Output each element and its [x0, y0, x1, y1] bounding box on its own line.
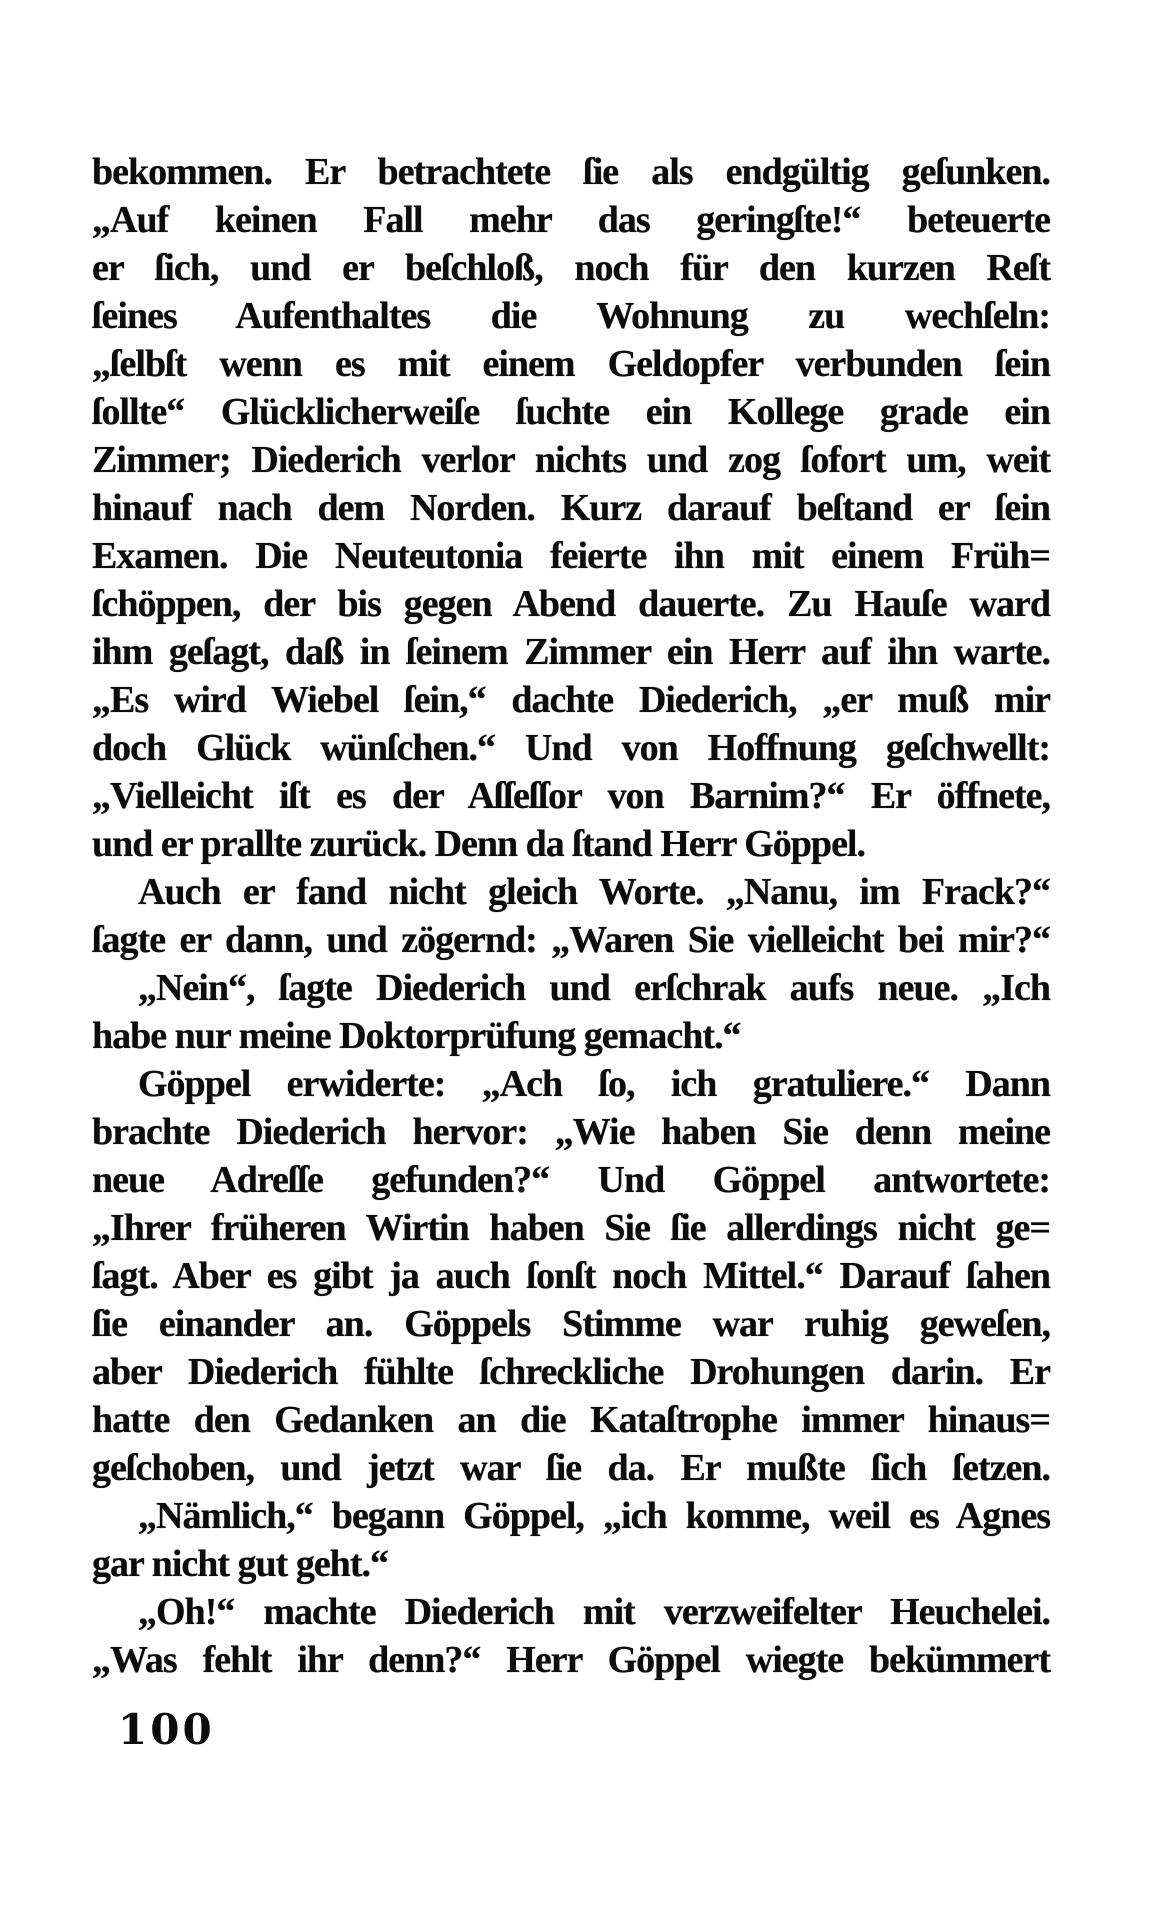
text-line: ſagte er dann, und zögernd: „Waren Sie vielleicht bei mir?“	[92, 919, 1050, 961]
text-line: Examen. Die Neuteutonia feierte ihn mit einem Früh=	[92, 535, 1050, 577]
text-line: ſollte“ Glücklicherweiſe ſuchte ein Kollege grade ein	[92, 391, 1050, 433]
text-line: „Es wird Wiebel ſein,“ dachte Diederich, „er muß mir	[92, 679, 1050, 721]
text-line: „Oh!“ machte Diederich mit verzweifelter Heuchelei.	[138, 1591, 1050, 1633]
text-line: doch Glück wünſchen.“ Und von Hoffnung geſchwellt:	[92, 727, 1050, 769]
page-number: 100	[118, 1705, 215, 1754]
text-line: geſchoben, und jetzt war ſie da. Er mußte ſich ſetzen.	[92, 1447, 1050, 1489]
text-line: hatte den Gedanken an die Kataſtrophe immer hinaus=	[92, 1399, 1050, 1441]
text-line: ſeines Aufenthaltes die Wohnung zu wechſeln:	[92, 295, 1050, 337]
text-line: ſie einander an. Göppels Stimme war ruhig geweſen,	[92, 1303, 1050, 1345]
text-line: gar nicht gut geht.“	[92, 1543, 388, 1585]
text-line: ihm geſagt, daß in ſeinem Zimmer ein Herr auf ihn warte.	[92, 631, 1050, 673]
text-line: ſchöppen, der bis gegen Abend dauerte. Zu Hauſe ward	[92, 583, 1050, 625]
text-line: ſagt. Aber es gibt ja auch ſonſt noch Mittel.“ Darauf ſahen	[92, 1255, 1050, 1297]
text-line: „Auf keinen Fall mehr das geringſte!“ beteuerte	[92, 199, 1050, 241]
text-line: „Ihrer früheren Wirtin haben Sie ſie allerdings nicht ge=	[92, 1207, 1050, 1249]
text-line: bekommen. Er betrachtete ſie als endgültig geſunken.	[92, 151, 1050, 193]
text-line: Zimmer; Diederich verlor nichts und zog ſofort um, weit	[92, 439, 1050, 481]
text-block	[92, 148, 1050, 1684]
text-line: neue Adreſſe gefunden?“ Und Göppel antwortete:	[92, 1159, 1050, 1201]
text-line: Göppel erwiderte: „Ach ſo, ich gratuliere.“ Dann	[138, 1063, 1050, 1105]
text-line: aber Diederich fühlte ſchreckliche Drohungen darin. Er	[92, 1351, 1050, 1393]
text-line: „Was fehlt ihr denn?“ Herr Göppel wiegte bekümmert	[92, 1639, 1050, 1681]
text-line: „Nein“, ſagte Diederich und erſchrak aufs neue. „Ich	[138, 967, 1050, 1009]
text-line: „Nämlich,“ begann Göppel, „ich komme, weil es Agnes	[138, 1495, 1050, 1537]
text-line: er ſich, und er beſchloß, noch für den kurzen Reſt	[92, 247, 1050, 289]
text-line: „ſelbſt wenn es mit einem Geldopfer verbunden ſein	[92, 343, 1050, 385]
text-line: und er prallte zurück. Denn da ſtand Herr Göppel.	[92, 823, 865, 865]
text-line: „Vielleicht iſt es der Aſſeſſor von Barnim?“ Er öffnete,	[92, 775, 1050, 817]
text-line: Auch er fand nicht gleich Worte. „Nanu, im Frack?“	[138, 871, 1050, 913]
text-line: habe nur meine Doktorprüfung gemacht.“	[92, 1015, 741, 1057]
text-line: hinauf nach dem Norden. Kurz darauf beſtand er ſein	[92, 487, 1050, 529]
text-line: brachte Diederich hervor: „Wie haben Sie denn meine	[92, 1111, 1050, 1153]
